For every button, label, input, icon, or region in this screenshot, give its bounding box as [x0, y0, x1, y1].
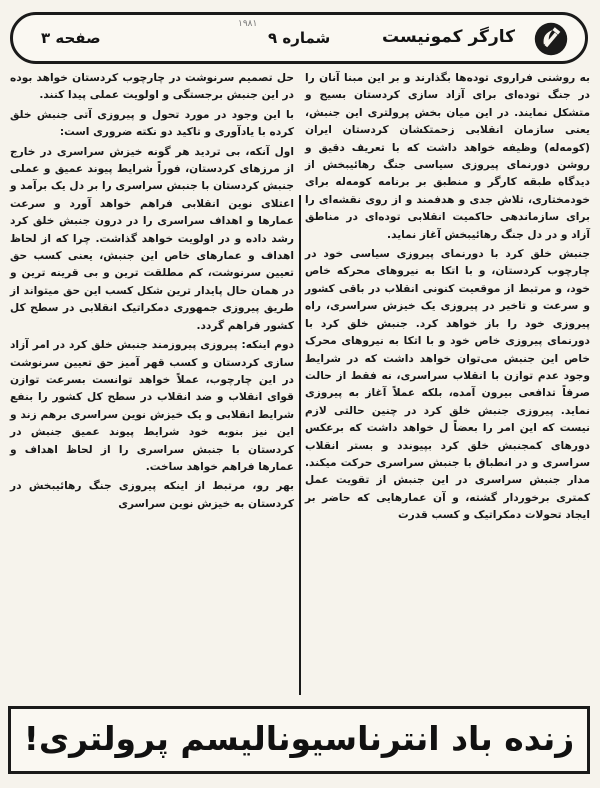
hammer-sickle-icon: [533, 21, 569, 57]
paragraph: بهر رو، مرتبط از اینکه پیروزی جنگ رهائیبخش در کردستان به خیزش نوین سراسری: [10, 480, 294, 510]
paragraph: اول آنکه، بی تردید هر گونه خیزش سراسری در خارج از مرزهای کردستان، فوراً شرایط پیوند عمیق و عملی جنبش کردستان با جنبش سراسری را بر دل یک برآمد و اعتلای نوین انقلابی فراهم خواهد آورد و سرعت عمارها و اهداف سراسری را در درون جنبش خلق کرد رشد داده و در اولویت خواهد گذاشت. چرا که از لحاظ اهداف و عمارهای خاص این جنبش، یعنی کسب حق تعیین سرنوشت، کم مطلقت ترین و بی قرینه ترین و در همان حال پایدار ترین شکل کسب این حق میتواند از طریق پیروزی جمهوری دمکراتیک انقلابی در سطح کل کشور فراهم گردد.: [10, 145, 294, 332]
publication-name: کارگر کمونیست: [382, 27, 515, 47]
paragraph: دوم اینکه: پیروزی پیروزمند جنبش خلق کرد در امر آزاد سازی کردستان و کسب قهر آمیز حق تعیین سرنوشت در این چارچوب، عملاً خواهد توانست بسرعت توازن قوای انقلاب و ضد انقلاب در سطح کل کشور را بنفع شرایط انقلابی و یک خیزش نوین سراسری برهم زند و این نیز بنوبه خود شرایط پیوند عمیق جنبش در کردستان با جنبش سراسری را از لحاظ اهداف و عمارها فراهم خواهد ساخت.: [10, 339, 294, 473]
column-divider: [299, 195, 301, 695]
paragraph: جنبش خلق کرد با دورنمای پیروزی سیاسی خود در چارچوب کردستان، و با اتکا به نیروهای محرکه خاص خود، و مرتبط از موقعیت کنونی انقلاب در باقی کشور و سرعت و تاخیر در پیروزی یک خیزش سراسری، راه پیروزی خود را باز خواهد کرد. جنبش خلق کرد با دورنمای پیروزی خاص خود و با اتکا به نیروهای محرک خاص این جنبش می‌توان خواهد داشت که در شرایط وجود عدم توازن با انقلاب سراسری، نه فقط از حالت صرفاً تدافعی بیرون آمده، بلکه عملاً آغاز به پیروزی نماید. پیروزی جنبش خلق کرد در چنین حالتی لازم نیست که این امر را بعضاً ل خواهد داشت که برعکس دورهای کمجنبش خلق کرد بپیوندد و بستر انقلاب سراسری و در انطباق با جنبش سراسری حرکت میکند. مدار جنبش سراسری در این جنبش از تقویت عمل کمتری برخوردار گشته، و آن عمارهایی که حاضر بر ایجاد تحولات دمکراتیک و کسب قدرت: [305, 248, 590, 522]
right-column: [305, 70, 590, 527]
paragraph: به روشنی فراروی توده‌ها بگذارند و بر این مبنا آنان را در جنگ توده‌ای برای آزاد سازی کردستان بسیج و متشکل نمایند. در این میان بخش پرولتری این جنبش، یعنی سازمان انقلابی زحمتکشان کردستان ایران (کومه‌له) وظیفه خواهد داشت که با تعریف دقیق و روشن دورنمای پیروزی سیاسی جنگ رهائیبخش از دیدگاه طبقه کارگر و منطبق بر برنامه کومه‌له برای خودمختاری، تلاش جدی و هدفمند و از روی نقشه‌ای را برای سازماندهی حاکمیت انقلابی توده‌ای در مناطق آزاد و در دل جنگ رهائیبخش آغاز نماید.: [305, 72, 590, 241]
paragraph: حل تصمیم سرنوشت در چارچوب کردستان خواهد بوده در این جنبش برجستگی و اولویت عملی پیدا کنند.: [10, 72, 294, 102]
left-column: [10, 70, 294, 515]
page-number: صفحه ۳: [41, 29, 101, 47]
slogan-banner: [8, 706, 590, 774]
issue-number: شماره ۹: [268, 29, 331, 47]
paragraph: با این وجود در مورد تحول و پیروزی آتی جنبش خلق کرده با یادآوری و تاکید دو نکته ضروری است:: [10, 108, 294, 139]
issue-stamp: ۱۹۸۱: [238, 19, 258, 29]
masthead: [10, 12, 588, 64]
slogan-text: زنده باد انترناسیونالیسم پرولتری!: [23, 719, 575, 758]
